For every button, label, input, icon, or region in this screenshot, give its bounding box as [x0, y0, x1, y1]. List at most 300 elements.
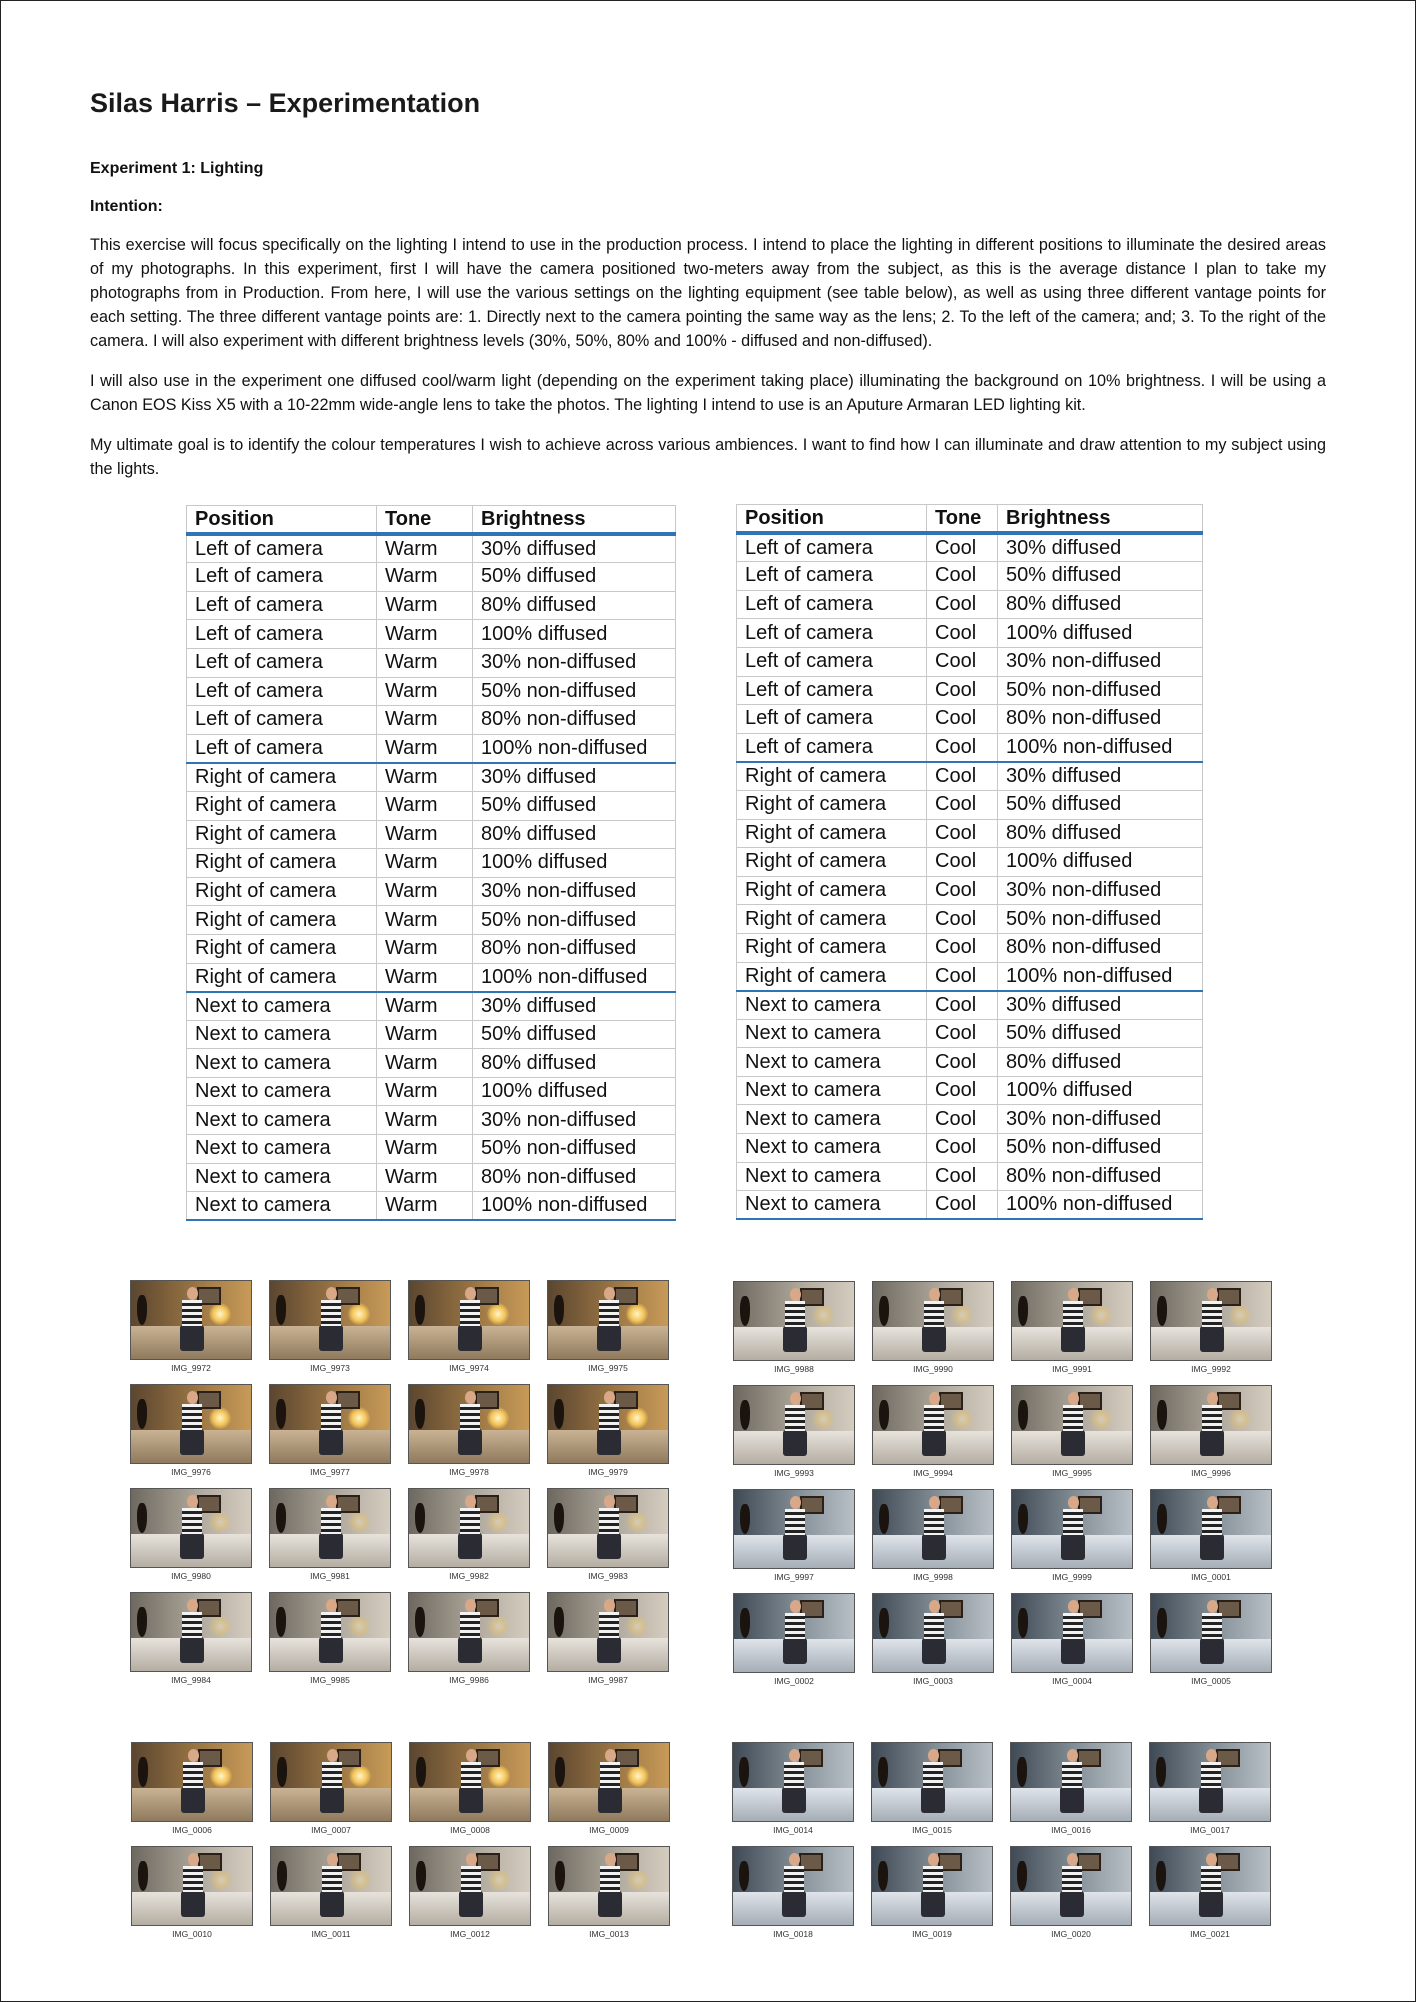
table-row	[187, 1020, 676, 1049]
cell-brightness: 100% diffused	[998, 619, 1203, 648]
cell-brightness: 80% diffused	[998, 1048, 1203, 1077]
cell-position: Right of camera	[187, 877, 377, 906]
cell-position: Next to camera	[737, 1162, 927, 1191]
cell-brightness: 50% diffused	[473, 1020, 676, 1049]
photo-image	[269, 1488, 391, 1568]
photo-thumbnail[interactable]	[732, 1846, 854, 1939]
photo-thumbnail[interactable]	[270, 1846, 392, 1939]
photo-image	[269, 1384, 391, 1464]
goal-paragraph: My ultimate goal is to identify the colour temperatures I wish to achieve across various ambiences. I want to find how I can illuminate and draw attention to my subject using the lights.	[90, 436, 1326, 478]
cell-brightness: 50% non-diffused	[473, 1135, 676, 1164]
cell-tone: Warm	[377, 648, 473, 677]
photo-thumbnail[interactable]	[872, 1593, 994, 1686]
cell-position: Right of camera	[187, 820, 377, 849]
table-row	[737, 705, 1203, 734]
cell-brightness: 50% diffused	[473, 563, 676, 592]
photo-thumbnail[interactable]	[871, 1742, 993, 1835]
cell-tone: Cool	[927, 1105, 998, 1134]
cell-brightness: 80% non-diffused	[998, 933, 1203, 962]
cell-tone: Cool	[927, 1048, 998, 1077]
photo-image	[733, 1489, 855, 1569]
table-row	[737, 676, 1203, 705]
cell-brightness: 100% diffused	[473, 620, 676, 649]
cell-tone: Cool	[927, 1019, 998, 1048]
cell-position: Left of camera	[187, 648, 377, 677]
cell-tone: Warm	[377, 1077, 473, 1106]
cell-position: Right of camera	[737, 848, 927, 877]
cell-tone: Warm	[377, 1163, 473, 1192]
photo-thumbnail[interactable]	[733, 1489, 855, 1582]
table-row	[737, 1105, 1203, 1134]
table-row	[187, 934, 676, 963]
cool-lighting-table	[736, 504, 1203, 1220]
cell-tone: Warm	[377, 992, 473, 1021]
cell-brightness: 80% diffused	[473, 1049, 676, 1078]
photo-thumbnail[interactable]	[547, 1280, 669, 1373]
photo-filename: IMG_9990	[913, 1364, 953, 1374]
cell-position: Next to camera	[737, 1019, 927, 1048]
photo-thumbnail[interactable]	[872, 1385, 994, 1478]
photo-filename: IMG_9991	[1052, 1364, 1092, 1374]
cell-tone: Warm	[377, 534, 473, 563]
cell-brightness: 30% non-diffused	[473, 877, 676, 906]
photo-filename: IMG_0020	[1051, 1929, 1091, 1939]
cell-position: Next to camera	[187, 1106, 377, 1135]
cell-brightness: 30% non-diffused	[998, 647, 1203, 676]
table-row	[187, 820, 676, 849]
cell-brightness: 30% non-diffused	[473, 648, 676, 677]
photo-image	[733, 1281, 855, 1361]
photo-thumbnail[interactable]	[1149, 1846, 1271, 1939]
cell-position: Next to camera	[187, 1077, 377, 1106]
cell-brightness: 50% non-diffused	[473, 677, 676, 706]
photo-thumbnail[interactable]	[1150, 1281, 1272, 1374]
cell-tone: Warm	[377, 563, 473, 592]
photo-image	[871, 1742, 993, 1822]
table-row	[737, 1191, 1203, 1220]
cell-tone: Warm	[377, 1020, 473, 1049]
photo-filename: IMG_0012	[450, 1929, 490, 1939]
header-brightness: Brightness	[473, 506, 676, 535]
cell-position: Next to camera	[737, 1076, 927, 1105]
cell-tone: Cool	[927, 790, 998, 819]
photo-image	[130, 1592, 252, 1672]
photo-thumbnail[interactable]	[1150, 1385, 1272, 1478]
table-row	[187, 648, 676, 677]
table-row	[187, 1106, 676, 1135]
cell-position: Next to camera	[187, 1049, 377, 1078]
table-row	[737, 991, 1203, 1020]
photo-image	[1150, 1385, 1272, 1465]
photo-filename: IMG_0013	[589, 1929, 629, 1939]
photo-image	[269, 1592, 391, 1672]
photo-image	[1011, 1281, 1133, 1361]
table-row	[737, 762, 1203, 791]
cell-brightness: 30% non-diffused	[998, 876, 1203, 905]
photo-thumbnail[interactable]	[269, 1384, 391, 1477]
photo-thumbnail[interactable]	[547, 1592, 669, 1685]
photo-filename: IMG_9979	[588, 1467, 628, 1477]
table-row	[187, 1077, 676, 1106]
photo-thumbnail[interactable]	[733, 1281, 855, 1374]
photo-thumbnail[interactable]	[409, 1846, 531, 1939]
header-position: Position	[187, 506, 377, 535]
table-row	[737, 848, 1203, 877]
cell-tone: Warm	[377, 763, 473, 792]
cell-tone: Cool	[927, 733, 998, 762]
photo-image	[547, 1592, 669, 1672]
cell-tone: Warm	[377, 591, 473, 620]
photo-filename: IMG_0006	[172, 1825, 212, 1835]
cell-position: Right of camera	[187, 963, 377, 992]
cell-brightness: 30% diffused	[998, 991, 1203, 1020]
cell-tone: Cool	[927, 590, 998, 619]
cell-brightness: 80% non-diffused	[473, 1163, 676, 1192]
photo-thumbnail[interactable]	[409, 1742, 531, 1835]
photo-filename: IMG_0008	[450, 1825, 490, 1835]
photo-thumbnail[interactable]	[1149, 1742, 1271, 1835]
cell-tone: Cool	[927, 1076, 998, 1105]
photo-image	[547, 1280, 669, 1360]
cell-brightness: 30% non-diffused	[473, 1106, 676, 1135]
cell-position: Left of camera	[187, 591, 377, 620]
photo-filename: IMG_9978	[449, 1467, 489, 1477]
photo-filename: IMG_0018	[773, 1929, 813, 1939]
photo-filename: IMG_9987	[588, 1675, 628, 1685]
table-row	[737, 819, 1203, 848]
photo-filename: IMG_9984	[171, 1675, 211, 1685]
cell-brightness: 100% diffused	[473, 849, 676, 878]
cell-position: Right of camera	[187, 906, 377, 935]
photo-filename: IMG_0004	[1052, 1676, 1092, 1686]
photo-image	[1150, 1281, 1272, 1361]
cell-position: Left of camera	[737, 590, 927, 619]
photo-filename: IMG_0005	[1191, 1676, 1231, 1686]
photo-thumbnail[interactable]	[733, 1385, 855, 1478]
cell-tone: Cool	[927, 562, 998, 591]
cell-brightness: 50% diffused	[998, 790, 1203, 819]
cell-brightness: 80% diffused	[473, 591, 676, 620]
cell-brightness: 80% diffused	[473, 820, 676, 849]
cell-brightness: 50% non-diffused	[998, 1134, 1203, 1163]
photo-image	[130, 1488, 252, 1568]
photo-filename: IMG_0015	[912, 1825, 952, 1835]
cell-position: Right of camera	[187, 934, 377, 963]
cell-position: Left of camera	[187, 563, 377, 592]
table-row	[737, 562, 1203, 591]
photo-image	[130, 1280, 252, 1360]
photo-thumbnail[interactable]	[269, 1280, 391, 1373]
photo-thumbnail[interactable]	[547, 1384, 669, 1477]
cell-brightness: 50% diffused	[473, 791, 676, 820]
photo-image	[547, 1384, 669, 1464]
photo-image	[872, 1281, 994, 1361]
table-row	[187, 992, 676, 1021]
photo-image	[1150, 1593, 1272, 1673]
header-brightness: Brightness	[998, 505, 1203, 534]
cell-position: Left of camera	[737, 647, 927, 676]
cell-brightness: 100% diffused	[473, 1077, 676, 1106]
cell-brightness: 80% non-diffused	[473, 706, 676, 735]
table-row	[187, 620, 676, 649]
experiment-heading: Experiment 1: Lighting	[90, 160, 264, 177]
photo-filename: IMG_0019	[912, 1929, 952, 1939]
cell-position: Next to camera	[187, 1135, 377, 1164]
cell-tone: Cool	[927, 533, 998, 562]
photo-thumbnail[interactable]	[733, 1593, 855, 1686]
table-row	[737, 962, 1203, 991]
cell-tone: Cool	[927, 1162, 998, 1191]
photo-filename: IMG_9983	[588, 1571, 628, 1581]
photo-thumbnail[interactable]	[130, 1384, 252, 1477]
cell-position: Next to camera	[737, 1191, 927, 1220]
cell-brightness: 100% non-diffused	[998, 1191, 1203, 1220]
table-row	[737, 590, 1203, 619]
cell-tone: Cool	[927, 848, 998, 877]
table-row	[737, 905, 1203, 934]
table-row	[737, 933, 1203, 962]
cell-tone: Warm	[377, 906, 473, 935]
cell-position: Next to camera	[737, 1105, 927, 1134]
photo-filename: IMG_0002	[774, 1676, 814, 1686]
photo-filename: IMG_0007	[311, 1825, 351, 1835]
photo-filename: IMG_9972	[171, 1363, 211, 1373]
table-row	[737, 647, 1203, 676]
photo-thumbnail[interactable]	[131, 1846, 253, 1939]
photo-image	[409, 1846, 531, 1926]
table-row	[187, 1163, 676, 1192]
photo-image	[547, 1488, 669, 1568]
cell-tone: Warm	[377, 734, 473, 763]
photo-image	[1149, 1846, 1271, 1926]
cell-brightness: 80% non-diffused	[998, 705, 1203, 734]
photo-image	[130, 1384, 252, 1464]
photo-filename: IMG_9982	[449, 1571, 489, 1581]
cell-position: Left of camera	[737, 533, 927, 562]
cell-position: Right of camera	[187, 791, 377, 820]
photo-filename: IMG_9981	[310, 1571, 350, 1581]
photo-image	[269, 1280, 391, 1360]
cell-position: Left of camera	[737, 619, 927, 648]
photo-thumbnail[interactable]	[130, 1280, 252, 1373]
equipment-paragraph: I will also use in the experiment one diffused cool/warm light (depending on the experiment taking place) illuminating the background on 10% brightness. I will be using a Canon EOS Kiss X5 with a 10-22mm wide-angle lens to take the photos. The lighting I intend to use is an Aputure Armaran LED lighting kit.	[90, 372, 1326, 414]
photo-image	[1150, 1489, 1272, 1569]
cell-position: Right of camera	[737, 933, 927, 962]
cell-tone: Warm	[377, 1106, 473, 1135]
header-tone: Tone	[377, 506, 473, 535]
photo-thumbnail[interactable]	[408, 1592, 530, 1685]
photo-thumbnail[interactable]	[548, 1846, 670, 1939]
cell-position: Left of camera	[737, 562, 927, 591]
cell-tone: Cool	[927, 991, 998, 1020]
photo-filename: IMG_9988	[774, 1364, 814, 1374]
cell-position: Next to camera	[737, 991, 927, 1020]
photo-filename: IMG_9999	[1052, 1572, 1092, 1582]
photo-image	[872, 1593, 994, 1673]
photo-filename: IMG_9997	[774, 1572, 814, 1582]
cell-tone: Cool	[927, 933, 998, 962]
photo-image	[408, 1384, 530, 1464]
cell-tone: Warm	[377, 820, 473, 849]
cell-brightness: 100% non-diffused	[998, 733, 1203, 762]
cell-brightness: 30% diffused	[473, 763, 676, 792]
table-row	[737, 619, 1203, 648]
photo-image	[1149, 1742, 1271, 1822]
photo-filename: IMG_9994	[913, 1468, 953, 1478]
table-row	[737, 876, 1203, 905]
photo-thumbnail[interactable]	[269, 1488, 391, 1581]
photo-thumbnail[interactable]	[270, 1742, 392, 1835]
table-row	[187, 677, 676, 706]
photo-image	[1010, 1846, 1132, 1926]
cell-tone: Warm	[377, 677, 473, 706]
photo-thumbnail[interactable]	[1150, 1593, 1272, 1686]
photo-filename: IMG_0016	[1051, 1825, 1091, 1835]
photo-thumbnail[interactable]	[130, 1488, 252, 1581]
table-row	[187, 963, 676, 992]
photo-image	[1011, 1593, 1133, 1673]
cell-position: Left of camera	[187, 534, 377, 563]
cell-tone: Cool	[927, 819, 998, 848]
photo-thumbnail[interactable]	[732, 1742, 854, 1835]
cell-position: Next to camera	[187, 1192, 377, 1221]
photo-filename: IMG_0011	[311, 1929, 351, 1939]
photo-filename: IMG_9992	[1191, 1364, 1231, 1374]
photo-image	[131, 1846, 253, 1926]
cell-position: Right of camera	[737, 905, 927, 934]
table-row	[187, 734, 676, 763]
cell-brightness: 100% diffused	[998, 848, 1203, 877]
table-row	[187, 849, 676, 878]
cell-brightness: 100% non-diffused	[473, 734, 676, 763]
photo-filename: IMG_9980	[171, 1571, 211, 1581]
photo-filename: IMG_0001	[1191, 1572, 1231, 1582]
cell-position: Next to camera	[187, 992, 377, 1021]
cell-tone: Cool	[927, 876, 998, 905]
table-row	[737, 790, 1203, 819]
cell-position: Next to camera	[737, 1048, 927, 1077]
cell-tone: Cool	[927, 619, 998, 648]
photo-thumbnail[interactable]	[269, 1592, 391, 1685]
cell-tone: Cool	[927, 676, 998, 705]
cell-brightness: 50% non-diffused	[998, 905, 1203, 934]
photo-image	[872, 1489, 994, 1569]
photo-image	[1011, 1385, 1133, 1465]
cell-tone: Cool	[927, 647, 998, 676]
table-row	[187, 706, 676, 735]
cell-brightness: 50% non-diffused	[998, 676, 1203, 705]
cell-position: Next to camera	[187, 1020, 377, 1049]
cell-tone: Warm	[377, 849, 473, 878]
photo-thumbnail[interactable]	[548, 1742, 670, 1835]
photo-image	[408, 1592, 530, 1672]
photo-filename: IMG_0014	[773, 1825, 813, 1835]
photo-thumbnail[interactable]	[408, 1280, 530, 1373]
cell-brightness: 100% non-diffused	[473, 963, 676, 992]
table-row	[187, 534, 676, 563]
cell-position: Left of camera	[737, 705, 927, 734]
photo-thumbnail[interactable]	[1010, 1742, 1132, 1835]
photo-image	[871, 1846, 993, 1926]
cell-tone: Warm	[377, 1192, 473, 1221]
cell-tone: Cool	[927, 762, 998, 791]
cell-tone: Cool	[927, 1134, 998, 1163]
photo-thumbnail[interactable]	[408, 1384, 530, 1477]
cell-brightness: 100% non-diffused	[473, 1192, 676, 1221]
photo-image	[548, 1742, 670, 1822]
photo-thumbnail[interactable]	[1011, 1593, 1133, 1686]
photo-thumbnail[interactable]	[1011, 1489, 1133, 1582]
photo-filename: IMG_0010	[172, 1929, 212, 1939]
cell-brightness: 30% non-diffused	[998, 1105, 1203, 1134]
photo-thumbnail[interactable]	[871, 1846, 993, 1939]
cell-position: Left of camera	[187, 734, 377, 763]
table-row	[737, 1019, 1203, 1048]
table-row	[737, 1162, 1203, 1191]
cell-position: Right of camera	[737, 962, 927, 991]
cell-brightness: 30% diffused	[998, 762, 1203, 791]
cell-brightness: 80% non-diffused	[473, 934, 676, 963]
photo-thumbnail[interactable]	[872, 1281, 994, 1374]
photo-image	[1011, 1489, 1133, 1569]
cell-position: Left of camera	[187, 677, 377, 706]
photo-image	[408, 1280, 530, 1360]
cell-tone: Cool	[927, 905, 998, 934]
table-row	[187, 763, 676, 792]
photo-thumbnail[interactable]	[1150, 1489, 1272, 1582]
table-row	[187, 877, 676, 906]
table-row	[737, 1134, 1203, 1163]
photo-image	[548, 1846, 670, 1926]
photo-thumbnail[interactable]	[131, 1742, 253, 1835]
cell-tone: Warm	[377, 1135, 473, 1164]
cell-position: Right of camera	[187, 849, 377, 878]
photo-image	[270, 1742, 392, 1822]
cell-position: Right of camera	[187, 763, 377, 792]
cell-position: Right of camera	[737, 876, 927, 905]
photo-thumbnail[interactable]	[130, 1592, 252, 1685]
photo-filename: IMG_0021	[1190, 1929, 1230, 1939]
cell-position: Left of camera	[187, 620, 377, 649]
photo-image	[733, 1593, 855, 1673]
table-header-row	[737, 505, 1203, 534]
table-row	[187, 1135, 676, 1164]
photo-thumbnail[interactable]	[547, 1488, 669, 1581]
table-row	[187, 591, 676, 620]
cell-position: Next to camera	[737, 1134, 927, 1163]
photo-filename: IMG_9986	[449, 1675, 489, 1685]
photo-image	[408, 1488, 530, 1568]
cell-brightness: 100% diffused	[998, 1076, 1203, 1105]
photo-thumbnail[interactable]	[872, 1489, 994, 1582]
photo-filename: IMG_9974	[449, 1363, 489, 1373]
cell-brightness: 50% non-diffused	[473, 906, 676, 935]
cell-tone: Warm	[377, 1049, 473, 1078]
photo-thumbnail[interactable]	[408, 1488, 530, 1581]
photo-thumbnail[interactable]	[1011, 1281, 1133, 1374]
page-title: Silas Harris – Experimentation	[90, 88, 481, 118]
photo-thumbnail[interactable]	[1011, 1385, 1133, 1478]
photo-thumbnail[interactable]	[1010, 1846, 1132, 1939]
cell-tone: Warm	[377, 620, 473, 649]
header-position: Position	[737, 505, 927, 534]
photo-filename: IMG_9995	[1052, 1468, 1092, 1478]
photo-filename: IMG_0017	[1190, 1825, 1230, 1835]
photo-filename: IMG_9993	[774, 1468, 814, 1478]
table-row	[737, 733, 1203, 762]
photo-image	[131, 1742, 253, 1822]
photo-image	[1010, 1742, 1132, 1822]
